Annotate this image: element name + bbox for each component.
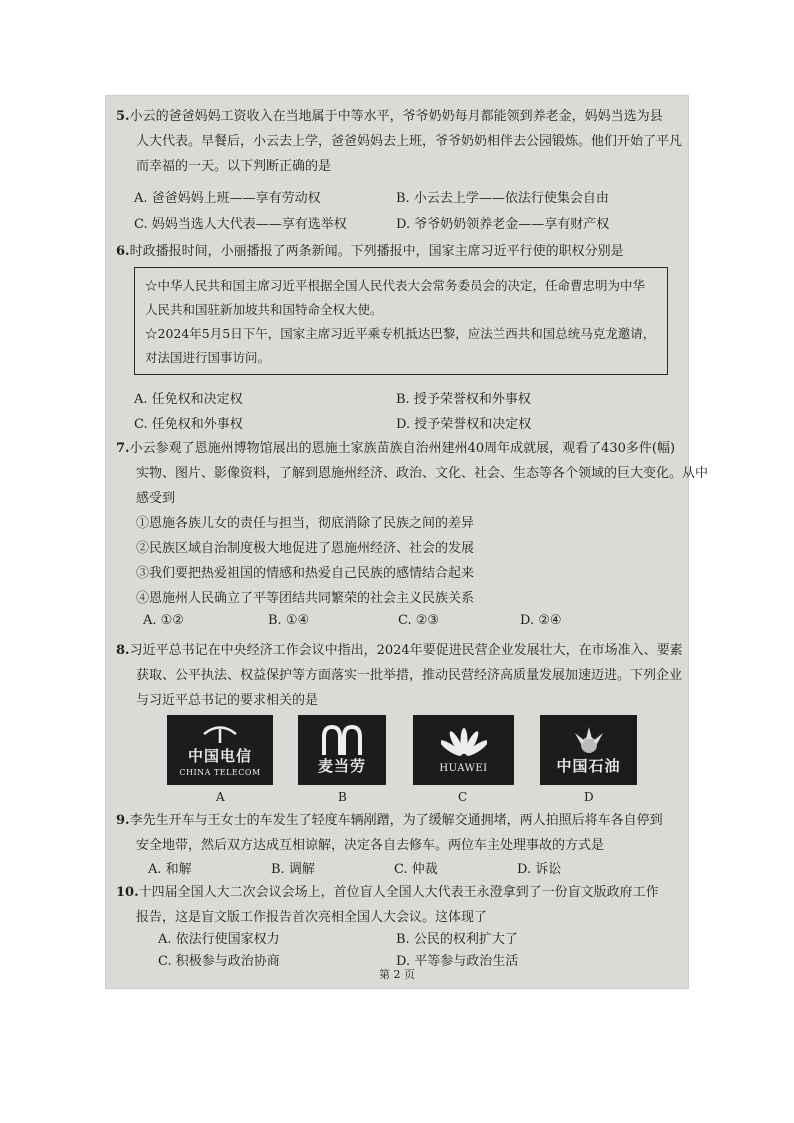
question-6: 6.时政播报时间，小丽播报了两条新闻。下列播报中，国家主席习近平行使的职权分别是 [116, 244, 624, 259]
question-9: 9.李先生开车与王女士的车发生了轻度车辆剐蹭，为了缓解交通拥堵，两人拍照后将车各自停到 安全地带，然后双方达成互相谅解，决定各自去修车。两位车主处理事故的方式是 [116, 813, 663, 853]
q7-statement: ①恩施各族儿女的责任与担当，彻底消除了民族之间的差异 [136, 516, 475, 531]
q5-option-c[interactable]: C. 妈妈当选人大代表——享有选举权 [134, 217, 347, 232]
q6-option-b[interactable]: B. 授予荣誉权和外事权 [396, 392, 531, 407]
q7-option-a[interactable]: A. ①② [143, 613, 184, 628]
question-10: 10.十四届全国人大二次会议会场上，首位盲人全国人大代表王永澄拿到了一份盲文版政府工作 报告，这是盲文版工作报告首次亮相全国人大会议。这体现了 [116, 885, 659, 925]
logo-china-telecom[interactable]: 中国电信 CHINA TELECOM [167, 715, 273, 785]
q9-option-c[interactable]: C. 仲裁 [394, 862, 438, 877]
q6-option-a[interactable]: A. 任免权和决定权 [134, 392, 243, 407]
question-7: 7.小云参观了恩施州博物馆展出的恩施土家族苗族自治州建州40周年成就展，观看了430多件(幅) 实物、图片、影像资料，了解到恩施州经济、政治、文化、社会、生态等各个领域的巨大变化。从中 感受到 ①恩施各族儿女的责任与担当，彻底消除了民族之间的差异 ②民族区域自治制度极大地促进了恩施州经济、社会的发展 ③我们要把热爱祖国的情感和热爱自己民族的感情结合起来 ④恩施州人民确立了平等团结共同繁荣的社会主义民族关系 [116, 436, 686, 611]
q10-option-c[interactable]: C. 积极参与政治协商 [158, 954, 280, 969]
q9-option-b[interactable]: B. 调解 [271, 862, 315, 877]
q9-option-d[interactable]: D. 诉讼 [517, 862, 562, 877]
news-box: ☆中华人民共和国主席习近平根据全国人民代表大会常务委员会的决定，任命曹忠明为中华 人民共和国驻新加坡共和国特命全权大使。 ☆2024年5月5日下午，国家主席习近平乘专机抵达巴黎，应法兰西共和国总统马克龙邀请， 对法国进行国事访问。 [134, 267, 668, 375]
logo-mcdonalds[interactable]: 麦当劳 [298, 715, 386, 785]
huawei-petals-icon [441, 727, 487, 761]
q9-option-a[interactable]: A. 和解 [148, 862, 192, 877]
telecom-emblem-icon [200, 723, 240, 745]
q10-option-b[interactable]: B. 公民的权利扩大了 [396, 932, 518, 947]
q6-option-c[interactable]: C. 任免权和外事权 [134, 417, 243, 432]
q7-option-d[interactable]: D. ②④ [520, 613, 562, 628]
q10-option-a[interactable]: A. 依法行使国家权力 [158, 932, 280, 947]
q10-option-d[interactable]: D. 平等参与政治生活 [396, 954, 519, 969]
q6-option-d[interactable]: D. 授予荣誉权和决定权 [396, 417, 532, 432]
q7-statement: ③我们要把热爱祖国的情感和热爱自己民族的感情结合起来 [136, 566, 475, 581]
page-number: 第 2 页 [379, 968, 415, 981]
logo-huawei[interactable]: HUAWEI [413, 715, 514, 785]
q7-option-b[interactable]: B. ①④ [268, 613, 310, 628]
question-5: 5.小云的爸爸妈妈工资收入在当地属于中等水平，爷爷奶奶每月都能领到养老金，妈妈当选为县 人大代表。早餐后，小云去上学，爸爸妈妈去上班，爷爷奶奶相伴去公园锻炼。他们开始了平凡 而幸福的一天。以下判断正确的是 [116, 109, 683, 174]
golden-arches-icon [320, 725, 364, 755]
petrochina-flower-icon [569, 725, 609, 755]
question-8: 8.习近平总书记在中央经济工作会议中指出，2024年要促进民营企业发展壮大，在市场准入、要素 获取、公平执法、权益保护等方面落实一批举措，推动民营经济高质量发展加速迈进。下列企业 与习近平总书记的要求相关的是 [116, 643, 683, 708]
q5-option-d[interactable]: D. 爷爷奶奶领养老金——享有财产权 [396, 217, 610, 232]
q7-statement: ②民族区域自治制度极大地促进了恩施州经济、社会的发展 [136, 541, 475, 556]
q5-option-a[interactable]: A. 爸爸妈妈上班——享有劳动权 [134, 191, 321, 206]
logo-petrochina[interactable]: 中国石油 [540, 715, 637, 785]
q7-statement: ④恩施州人民确立了平等团结共同繁荣的社会主义民族关系 [136, 591, 475, 606]
q7-option-c[interactable]: C. ②③ [398, 613, 440, 628]
q5-option-b[interactable]: B. 小云去上学——依法行使集会自由 [396, 191, 609, 206]
